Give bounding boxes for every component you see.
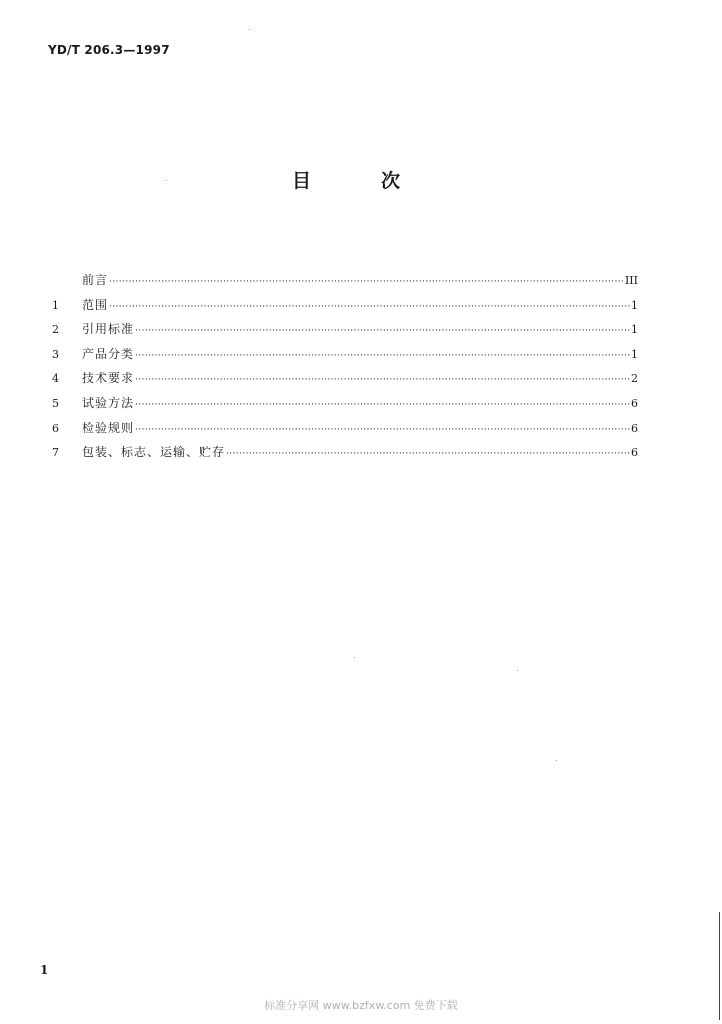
toc-entry-product-classification[interactable] (52, 346, 638, 371)
toc-entry-preface[interactable] (52, 272, 638, 297)
toc-entry-page: 6 (631, 396, 638, 410)
page-number: 1 (40, 963, 49, 977)
toc-entry-page: 1 (631, 347, 638, 361)
scan-edge-artifact (718, 912, 721, 1020)
toc-entry-normative-references[interactable] (52, 321, 638, 346)
toc-leader-dots (135, 348, 630, 364)
toc-entry-title: 引用标准 (82, 322, 135, 337)
toc-entry-page: III (624, 274, 638, 287)
toc-entry-page: 1 (631, 323, 638, 337)
toc-entry-number: 2 (52, 323, 59, 337)
toc-entry-packaging-marking-transport-storage[interactable] (52, 444, 638, 469)
toc-entry-number: 1 (52, 298, 59, 312)
scan-speck (249, 29, 250, 30)
toc-entry-title: 试验方法 (82, 395, 135, 410)
toc-entry-inspection-rules[interactable] (52, 420, 638, 445)
table-of-contents (52, 272, 638, 469)
toc-entry-title: 检验规则 (82, 420, 135, 435)
toc-entry-technical-requirements[interactable] (52, 370, 638, 395)
toc-entry-title: 包装、标志、运输、贮存 (82, 445, 226, 460)
toc-entry-title: 产品分类 (82, 346, 135, 361)
toc-entry-scope[interactable] (52, 297, 638, 322)
toc-leader-dots (226, 446, 630, 462)
standard-code-header: YD/T 206.3—1997 (48, 43, 170, 57)
toc-leader-dots (109, 274, 624, 290)
toc-leader-dots (135, 323, 630, 339)
toc-entry-number: 7 (52, 446, 59, 460)
watermark-footer: 标准分享网 www.bzfxw.com 免费下载 (264, 999, 458, 1012)
toc-entry-page: 6 (631, 446, 638, 460)
scan-speck (166, 180, 167, 181)
toc-entry-title: 范围 (82, 297, 109, 312)
toc-entry-number: 4 (52, 372, 59, 386)
toc-heading-char-2: 次 (381, 170, 401, 192)
toc-leader-dots (109, 299, 630, 315)
scan-speck (556, 760, 557, 761)
toc-leader-dots (135, 372, 630, 388)
toc-entry-test-methods[interactable] (52, 395, 638, 420)
toc-entry-number: 3 (52, 347, 59, 361)
toc-heading (0, 166, 722, 190)
toc-entry-title: 前言 (82, 273, 109, 287)
toc-entry-number: 5 (52, 396, 59, 410)
toc-entry-number: 6 (52, 421, 59, 435)
scan-speck (517, 670, 518, 671)
toc-entry-title: 技术要求 (82, 371, 135, 386)
scan-speck (354, 657, 355, 658)
toc-leader-dots (135, 397, 630, 413)
toc-leader-dots (135, 422, 630, 438)
toc-heading-char-1: 目 (292, 170, 312, 192)
toc-entry-page: 2 (631, 372, 638, 386)
toc-entry-page: 1 (631, 298, 638, 312)
toc-entry-page: 6 (631, 421, 638, 435)
